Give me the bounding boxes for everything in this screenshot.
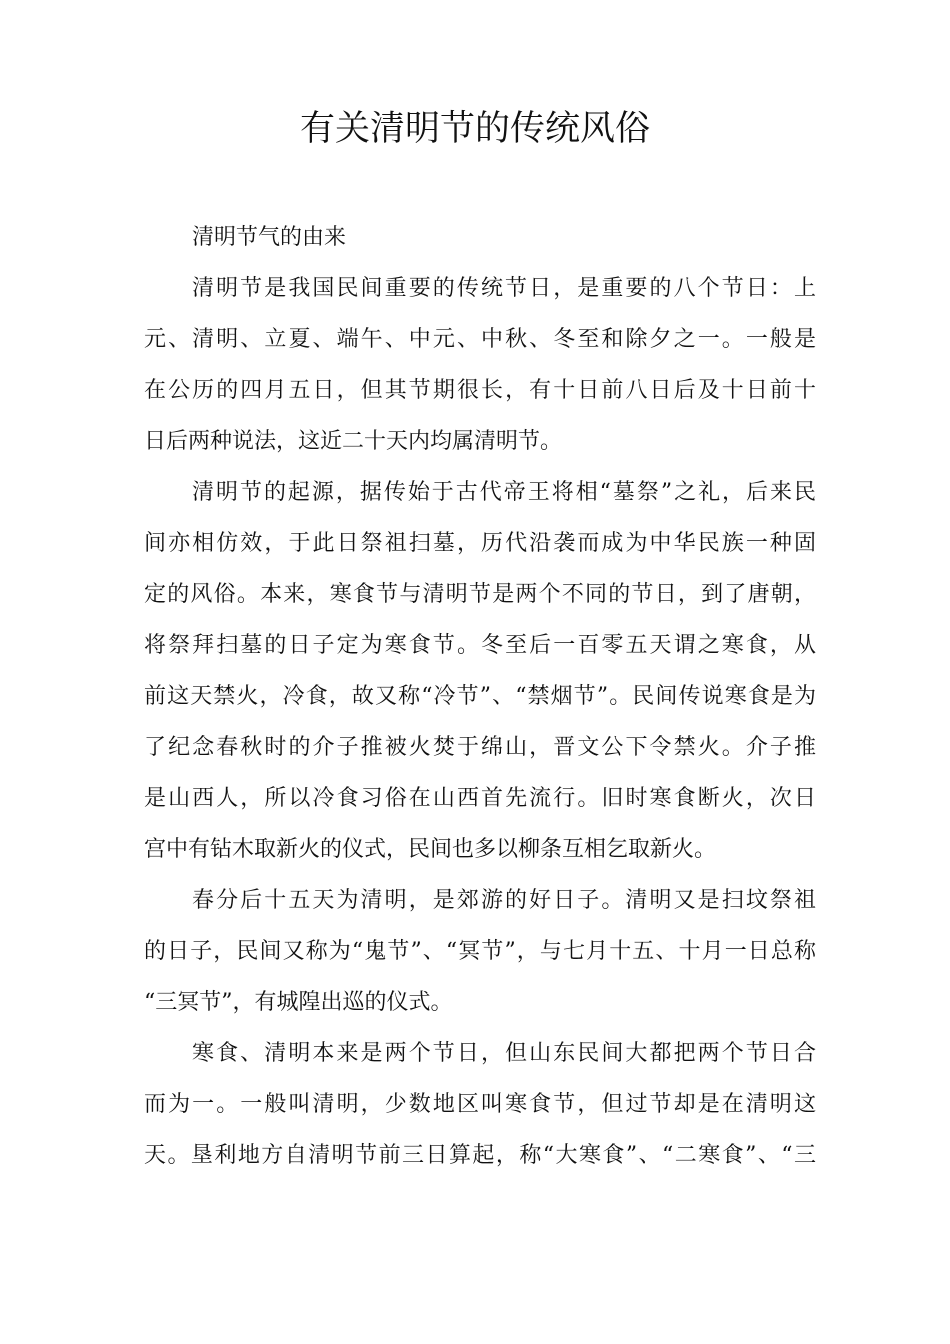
- text-line: 了纪念春秋时的介子推被火焚于绵山，晋文公下令禁火。介子推: [144, 735, 816, 760]
- text-line: 在公历的四月五日，但其节期很长，有十日前八日后及十日前十: [144, 378, 816, 403]
- document-title: 有关清明节的传统风俗: [299, 109, 650, 149]
- paragraph: [144, 263, 816, 467]
- paragraph: [144, 1028, 816, 1181]
- paragraph: [144, 875, 816, 1028]
- text-line: 寒食、清明本来是两个节日，但山东民间大都把两个节日合: [192, 1041, 816, 1066]
- text-line: 的日子，民间又称为“鬼节”、“冥节”，与七月十五、十月一日总称: [144, 939, 816, 964]
- text-line: 日后两种说法，这近二十天内均属清明节。: [144, 429, 563, 454]
- text-line: “三冥节”，有城隍出巡的仪式。: [144, 990, 453, 1015]
- text-line: 定的风俗。本来，寒食节与清明节是两个不同的节日，到了唐朝，: [144, 582, 816, 607]
- text-line: 天。垦利地方自清明节前三日算起，称“大寒食”、“二寒食”、“三: [144, 1143, 816, 1168]
- text-line: 清明节是我国民间重要的传统节日，是重要的八个节日：上: [192, 276, 816, 301]
- text-line: 是山西人，所以冷食习俗在山西首先流行。旧时寒食断火，次日: [144, 786, 816, 811]
- text-line: 间亦相仿效，于此日祭祖扫墓，历代沿袭而成为中华民族一种固: [144, 531, 816, 556]
- text-line: 前这天禁火，冷食，故又称“冷节”、“禁烟节”。民间传说寒食是为: [144, 684, 816, 709]
- text-line: 清明节气的由来: [192, 225, 347, 250]
- document-body: [144, 212, 816, 1181]
- text-line: 清明节的起源，据传始于古代帝王将相“墓祭”之礼，后来民: [192, 480, 816, 505]
- section-heading: [144, 212, 816, 263]
- paragraph: [144, 467, 816, 875]
- text-line: 元、清明、立夏、端午、中元、中秋、冬至和除夕之一。一般是: [144, 327, 816, 352]
- text-line: 宫中有钻木取新火的仪式，民间也多以柳条互相乞取新火。: [144, 837, 717, 862]
- text-line: 将祭拜扫墓的日子定为寒食节。冬至后一百零五天谓之寒食，从: [144, 633, 816, 658]
- text-line: 而为一。一般叫清明，少数地区叫寒食节，但过节却是在清明这: [144, 1092, 816, 1117]
- text-line: 春分后十五天为清明，是郊游的好日子。清明又是扫坟祭祖: [192, 888, 816, 913]
